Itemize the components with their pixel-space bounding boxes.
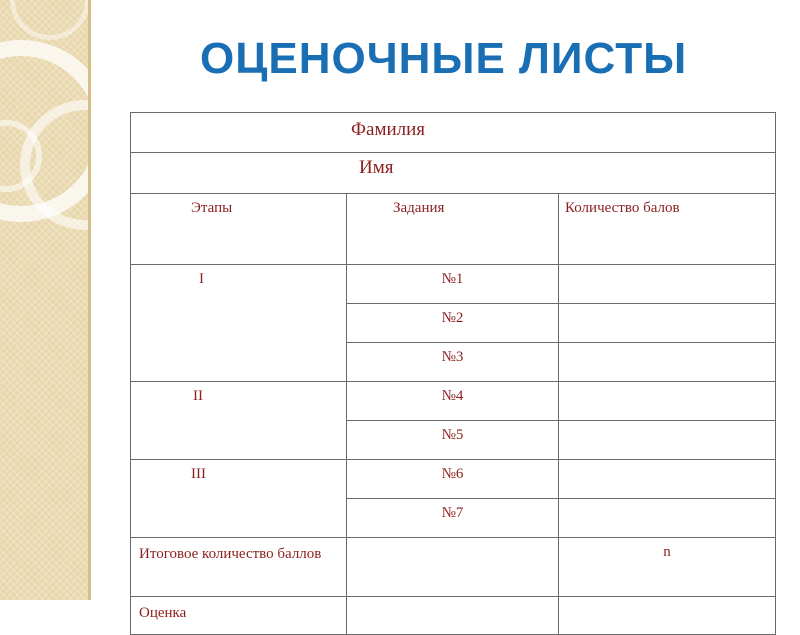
stage-cell: III bbox=[131, 460, 347, 538]
column-header-tasks: Задания bbox=[347, 194, 559, 265]
evaluation-sheet-table bbox=[130, 112, 776, 635]
decorative-ring bbox=[10, 0, 88, 40]
column-header-stages: Этапы bbox=[131, 194, 347, 265]
table-header-row bbox=[131, 194, 776, 265]
total-label: Итоговое количество баллов bbox=[131, 538, 347, 597]
points-cell[interactable] bbox=[559, 382, 776, 421]
page-title: ОЦЕНОЧНЫЕ ЛИСТЫ bbox=[200, 34, 688, 83]
table-row bbox=[131, 597, 776, 635]
points-cell[interactable] bbox=[559, 343, 776, 382]
grade-empty-cell[interactable] bbox=[347, 597, 559, 635]
table-row bbox=[131, 153, 776, 194]
task-cell: №5 bbox=[347, 421, 559, 460]
task-cell: №4 bbox=[347, 382, 559, 421]
task-cell: №6 bbox=[347, 460, 559, 499]
surname-cell[interactable] bbox=[131, 113, 776, 153]
table-row bbox=[131, 460, 776, 499]
table-row bbox=[131, 113, 776, 153]
table-row bbox=[131, 265, 776, 304]
task-cell: №2 bbox=[347, 304, 559, 343]
decorative-divider bbox=[88, 0, 91, 600]
total-value[interactable]: n bbox=[559, 538, 776, 597]
name-cell[interactable] bbox=[131, 153, 776, 194]
points-cell[interactable] bbox=[559, 460, 776, 499]
table-row bbox=[131, 382, 776, 421]
table-row bbox=[131, 538, 776, 597]
surname-label: Фамилия bbox=[351, 119, 426, 140]
points-cell[interactable] bbox=[559, 304, 776, 343]
points-cell[interactable] bbox=[559, 499, 776, 538]
decorative-side-strip bbox=[0, 0, 88, 600]
task-cell: №1 bbox=[347, 265, 559, 304]
name-label: Имя bbox=[359, 157, 394, 178]
task-cell: №7 bbox=[347, 499, 559, 538]
task-cell: №3 bbox=[347, 343, 559, 382]
stage-cell: I bbox=[131, 265, 347, 382]
column-header-points: Количество балов bbox=[559, 194, 776, 265]
points-cell[interactable] bbox=[559, 421, 776, 460]
grade-label: Оценка bbox=[131, 597, 347, 635]
grade-value-cell[interactable] bbox=[559, 597, 776, 635]
total-empty-cell[interactable] bbox=[347, 538, 559, 597]
points-cell[interactable] bbox=[559, 265, 776, 304]
stage-cell: II bbox=[131, 382, 347, 460]
